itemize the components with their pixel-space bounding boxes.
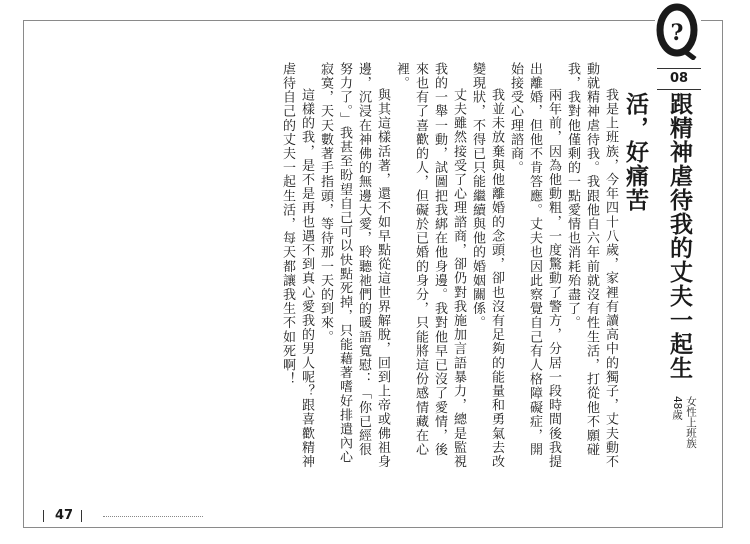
author-age: 48歲 [671, 396, 683, 420]
page-number: 47 [55, 508, 74, 523]
author-occupation: 女性上班族 [685, 396, 697, 449]
q-badge-icon [655, 0, 701, 60]
paragraph-6: 這樣的我，是不是再也遇不到真心愛我的男人呢？跟喜歡精神虐待自己的丈夫一起生活，每天都讓我生不如死啊！ [280, 62, 314, 469]
svg-text:?: ? [670, 20, 684, 46]
footer-dotted-rule [103, 516, 203, 518]
paragraph-4: 丈夫雖然接受了心理諮商，卻仍對我施加言語暴力，總是監視我的一舉一動，試圖把我綁在他身邊。我對他早已沒了愛情，後來也有了喜歡的人，但礙於已婚的身分，只能將這份感情藏在心裡。 [394, 62, 466, 469]
footer-bar-left [43, 510, 44, 522]
paragraph-3: 我並未放棄與他離婚的念頭，卻也沒有足夠的能量和勇氣去改變現狀，不得已只能繼續與他的婚姻關係。 [470, 62, 504, 469]
footer-bar-right [81, 510, 82, 522]
paragraph-5: 與其這樣活著，還不如早點從這世界解脫，回到上帝或佛祖身邊，沉浸在神佛的無邊大愛，聆聽祂們的暖語寬慰：「你已經很努力了。」我甚至盼望自己可以快點死掉，只能藉著嗜好排遣內心寂寞，天天數著手指頭，等待那一天的到來。 [318, 62, 390, 469]
page-footer [23, 506, 183, 526]
article-body [150, 62, 620, 470]
question-number: 08 [657, 68, 701, 90]
paragraph-1: 我是上班族，今年四十八歲，家裡有讀高中的獨子，丈夫動不動就精神虐待我。我跟他自六年前就沒有性生活，打從他不願碰我，我對他僅剩的一點愛情也消耗殆盡了。 [565, 62, 618, 469]
question-author [660, 396, 698, 482]
question-title: 跟精神虐待我的丈夫一起生活，好痛苦 [622, 92, 692, 380]
paragraph-2: 兩年前，因為他動粗，一度驚動了警方，分居一段時間後我提出離婚，但他不肯答應。丈夫也因此察覺自己有人格障礙症，開始接受心理諮商。 [508, 62, 561, 469]
q-letter-icon [655, 0, 701, 60]
